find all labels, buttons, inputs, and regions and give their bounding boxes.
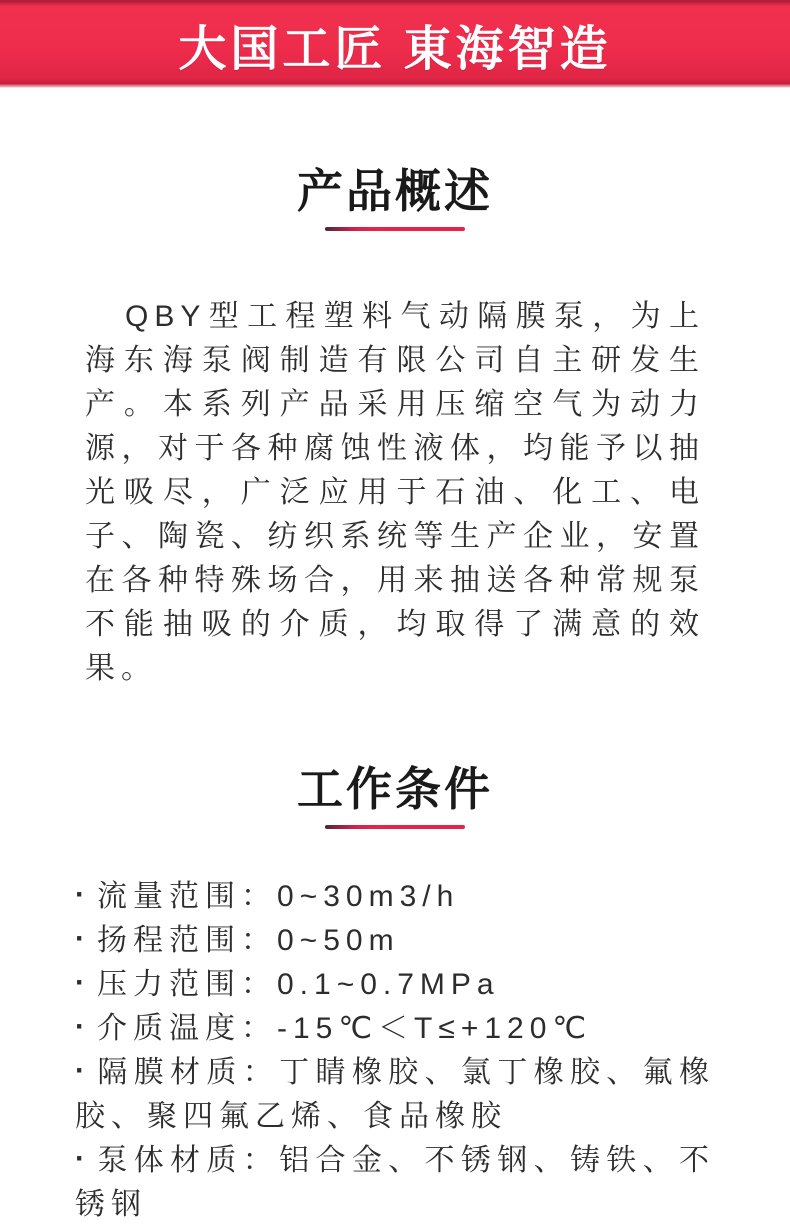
section-title-overview: 产品概述 — [297, 165, 493, 217]
condition-item-media-temperature — [75, 1007, 715, 1051]
section-product-overview — [0, 165, 790, 691]
overview-paragraph: QBY型工程塑料气动隔膜泵，为上海东海泵阀制造有限公司自主研发生产。本系列产品采用压缩空气为动力源，对于各种腐蚀性液体，均能予以抽光吸尽，广泛应用于石油、化工、电子、陶瓷、纺织系统等生产企业，安置在各种特殊场合，用来抽送各种常规泵不能抽吸的介质，均取得了满意的效果。 — [85, 300, 705, 685]
condition-item-pump-body-material — [75, 1139, 715, 1227]
conditions-list — [75, 875, 715, 1227]
condition-text: 扬程范围：0~50m — [97, 924, 400, 957]
bullet-dot-icon: · — [75, 1142, 85, 1175]
condition-item-head-range — [75, 919, 715, 963]
title-underline — [325, 825, 465, 829]
bullet-dot-icon: · — [75, 922, 85, 955]
brand-slogan: 大国工匠 東海智造 — [178, 22, 612, 76]
condition-text: 介质温度：-15℃＜T≤+120℃ — [97, 1012, 593, 1045]
section-working-conditions — [0, 763, 790, 1227]
condition-item-diaphragm-material — [75, 1051, 715, 1139]
condition-item-flow-range — [75, 875, 715, 919]
bullet-dot-icon: · — [75, 1054, 85, 1087]
section-title-conditions: 工作条件 — [297, 763, 493, 815]
bullet-dot-icon: · — [75, 1010, 85, 1043]
condition-item-pressure-range — [75, 963, 715, 1007]
title-underline — [325, 227, 465, 231]
bullet-dot-icon: · — [75, 966, 85, 999]
condition-text: 泵体材质：铝合金、不锈钢、铸铁、不锈钢 — [75, 1144, 715, 1221]
condition-text: 流量范围：0~30m3/h — [97, 880, 460, 913]
brand-banner — [0, 0, 790, 88]
condition-text: 隔膜材质：丁睛橡胶、氯丁橡胶、氟橡胶、聚四氟乙烯、食品橡胶 — [75, 1056, 715, 1133]
bullet-dot-icon: · — [75, 878, 85, 911]
condition-text: 压力范围：0.1~0.7MPa — [97, 968, 500, 1001]
